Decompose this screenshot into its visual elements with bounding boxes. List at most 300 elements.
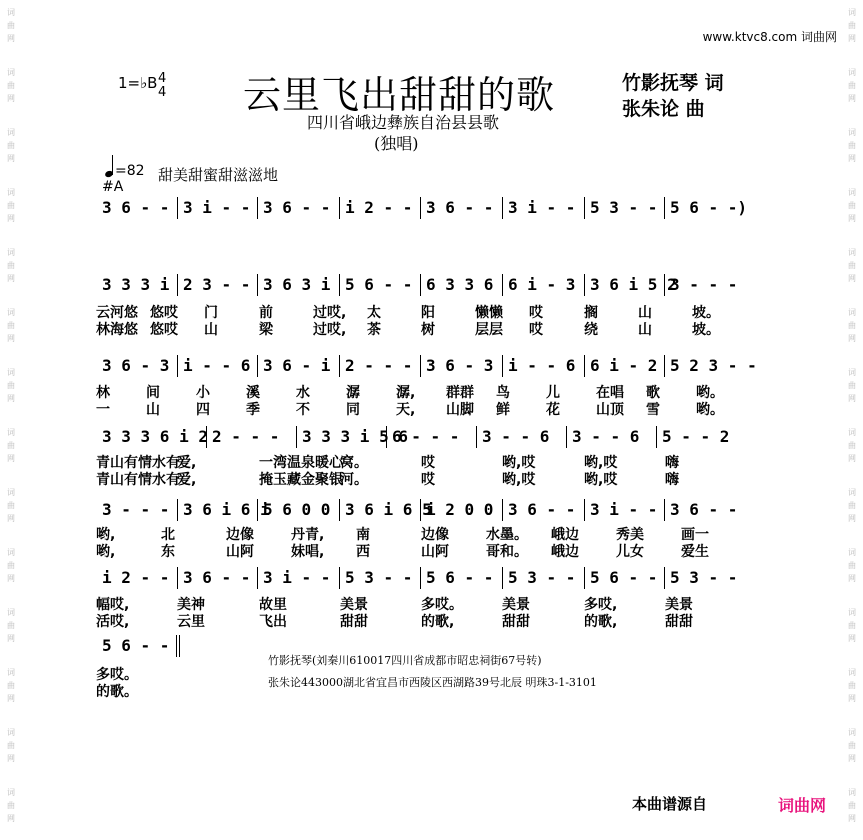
watermark-char: 网 bbox=[7, 214, 15, 223]
lyric-word: 悠哎 bbox=[150, 305, 178, 321]
lyric-word: 东 bbox=[161, 544, 175, 560]
watermark-char: 曲 bbox=[848, 321, 856, 330]
measure: 3 6 i 6 5 bbox=[339, 497, 420, 523]
measure: 3 6 - - bbox=[102, 198, 170, 217]
watermark-text bbox=[841, 126, 863, 165]
watermark-text bbox=[841, 666, 863, 705]
lyric-word: 潺, bbox=[396, 385, 416, 401]
performance-type: (独唱) bbox=[374, 134, 419, 153]
measure: 2 - - - bbox=[339, 353, 420, 379]
lyric-word: 多哎。 bbox=[96, 667, 138, 683]
watermark-text bbox=[0, 726, 22, 765]
lyric-word: 山阿 bbox=[226, 544, 254, 560]
measure: 3 - - 6 bbox=[566, 424, 656, 450]
watermark-char: 曲 bbox=[7, 141, 15, 150]
lyric-word: 山顶 bbox=[596, 402, 624, 418]
measure: 3 6 i 5 2 bbox=[584, 272, 664, 298]
watermark-char: 曲 bbox=[848, 201, 856, 210]
lyric-word: 多哎, bbox=[584, 597, 618, 613]
lyric-word: 小 bbox=[196, 385, 210, 401]
lyric-word: 哎 bbox=[529, 322, 543, 338]
watermark-char: 词 bbox=[7, 608, 15, 617]
measure: 3 - - - bbox=[102, 500, 170, 519]
site-label[interactable]: www.ktvc8.com 词曲网 bbox=[702, 30, 837, 44]
measure: 3 6 - - bbox=[420, 195, 502, 221]
lyric-word: 哎 bbox=[529, 305, 543, 321]
watermark-char: 网 bbox=[7, 154, 15, 163]
measure: 3 i - - bbox=[502, 195, 584, 221]
measure: i 2 - - bbox=[102, 568, 170, 587]
watermark-char: 曲 bbox=[7, 21, 15, 30]
watermark-char: 曲 bbox=[848, 621, 856, 630]
watermark-char: 词 bbox=[848, 728, 856, 737]
lyric-word: 云里 bbox=[177, 614, 205, 630]
lyric-word: 四 bbox=[196, 402, 210, 418]
watermark-text bbox=[841, 786, 863, 825]
lyric-word: 哟,哎 bbox=[584, 472, 618, 488]
watermark-char: 词 bbox=[7, 248, 15, 257]
tempo-value: =82 bbox=[115, 163, 145, 179]
notation-staff bbox=[96, 353, 757, 379]
composer-credit: 张朱论 曲 bbox=[622, 98, 705, 120]
measure: 2 - - - bbox=[206, 424, 296, 450]
source-label: 本曲谱源自 bbox=[632, 795, 708, 813]
lyric-word: 一 bbox=[96, 402, 110, 418]
lyric-word: 树 bbox=[421, 322, 435, 338]
lyric-word: 甜甜 bbox=[502, 614, 530, 630]
lyric-word: 掩玉藏金聚银 bbox=[259, 472, 343, 488]
watermark-char: 词 bbox=[848, 188, 856, 197]
notation-staff bbox=[96, 565, 746, 591]
lyric-word: 过哎, bbox=[313, 322, 347, 338]
watermark-char: 网 bbox=[848, 754, 856, 763]
watermark-text bbox=[841, 546, 863, 585]
lyric-word: 悠哎 bbox=[150, 322, 178, 338]
watermark-char: 网 bbox=[848, 634, 856, 643]
watermark-char: 词 bbox=[7, 188, 15, 197]
lyric-word: 哟。 bbox=[696, 402, 724, 418]
lyric-word: 梁 bbox=[259, 322, 273, 338]
watermark-char: 曲 bbox=[7, 621, 15, 630]
watermark-text bbox=[0, 546, 22, 585]
watermark-char: 词 bbox=[848, 68, 856, 77]
lyric-word: 美景 bbox=[665, 597, 693, 613]
lyric-word: 云河悠 bbox=[96, 305, 138, 321]
lyric-word: 秀美 bbox=[616, 527, 644, 543]
lyric-word: 峨边 bbox=[551, 544, 579, 560]
watermark-char: 词 bbox=[7, 788, 15, 797]
watermark-text bbox=[0, 6, 22, 45]
lyric-line bbox=[96, 541, 746, 558]
song-subtitle: 四川省峨边彝族自治县县歌 bbox=[307, 113, 500, 132]
watermark-left bbox=[0, 0, 22, 840]
lyric-word: 哟, bbox=[96, 544, 116, 560]
lyric-word: 爱, bbox=[177, 455, 197, 471]
watermark-text bbox=[0, 186, 22, 225]
watermark-char: 曲 bbox=[848, 561, 856, 570]
measure: 5 6 - - bbox=[96, 633, 177, 659]
lyric-word: 甜甜 bbox=[665, 614, 693, 630]
lyric-line bbox=[96, 382, 746, 399]
watermark-char: 网 bbox=[7, 574, 15, 583]
lyric-word: 边像 bbox=[226, 527, 254, 543]
watermark-char: 网 bbox=[848, 694, 856, 703]
lyric-word: 河。 bbox=[340, 472, 368, 488]
measure: 3 6 - 3 bbox=[420, 353, 502, 379]
measure: 6 - - - bbox=[386, 424, 476, 450]
lyric-line bbox=[96, 611, 746, 628]
lyric-line bbox=[96, 399, 746, 416]
watermark-char: 词 bbox=[848, 8, 856, 17]
site-logo[interactable]: 词曲网 bbox=[778, 796, 827, 815]
watermark-char: 曲 bbox=[848, 261, 856, 270]
watermark-char: 词 bbox=[848, 548, 856, 557]
watermark-char: 曲 bbox=[7, 201, 15, 210]
watermark-char: 曲 bbox=[848, 381, 856, 390]
watermark-char: 网 bbox=[848, 334, 856, 343]
song-title: 云里飞出甜甜的歌 bbox=[243, 73, 556, 117]
measure: 5 2 3 - - bbox=[664, 353, 746, 379]
notation-staff bbox=[96, 497, 746, 523]
watermark-char: 曲 bbox=[848, 81, 856, 90]
watermark-char: 曲 bbox=[7, 501, 15, 510]
lyric-word: 活哎, bbox=[96, 614, 130, 630]
lyric-word: 一湾温泉暖心 bbox=[259, 455, 343, 471]
watermark-char: 词 bbox=[848, 128, 856, 137]
lyric-word: 歌 bbox=[646, 385, 660, 401]
watermark-char: 曲 bbox=[848, 501, 856, 510]
lyric-word: 山阿 bbox=[421, 544, 449, 560]
measure: 3 6 i 6 i bbox=[177, 497, 257, 523]
watermark-char: 词 bbox=[7, 308, 15, 317]
watermark-char: 曲 bbox=[848, 681, 856, 690]
lyric-line bbox=[96, 452, 746, 469]
watermark-char: 网 bbox=[7, 634, 15, 643]
watermark-text bbox=[0, 306, 22, 345]
watermark-text bbox=[0, 126, 22, 165]
lyric-word: 坡。 bbox=[692, 305, 720, 321]
lyric-word: 鲜 bbox=[496, 402, 510, 418]
watermark-char: 网 bbox=[7, 94, 15, 103]
lyric-word: 峨边 bbox=[551, 527, 579, 543]
measure: 5 - - 2 bbox=[656, 424, 746, 450]
lyric-word: 季 bbox=[246, 402, 260, 418]
watermark-char: 词 bbox=[7, 488, 15, 497]
lyric-word: 边像 bbox=[421, 527, 449, 543]
measure: 3 3 3 i bbox=[102, 275, 170, 294]
composer-address: 张朱论443000湖北省宜昌市西陵区西湖路39号北辰 明珠3-1-3101 bbox=[268, 676, 597, 689]
lyric-word: 的歌, bbox=[584, 614, 618, 630]
lyric-word: 画一 bbox=[681, 527, 709, 543]
watermark-text bbox=[0, 666, 22, 705]
watermark-text bbox=[841, 186, 863, 225]
measure: 3 6 - i bbox=[257, 353, 339, 379]
watermark-char: 词 bbox=[7, 428, 15, 437]
watermark-char: 网 bbox=[848, 394, 856, 403]
notation-staff bbox=[96, 195, 746, 221]
watermark-char: 网 bbox=[848, 154, 856, 163]
lyric-word: 美神 bbox=[177, 597, 205, 613]
lyric-word: 不 bbox=[296, 402, 310, 418]
lyric-word: 青山有情水有 bbox=[96, 455, 180, 471]
lyric-word: 哎 bbox=[421, 472, 435, 488]
notation-staff bbox=[96, 272, 746, 298]
watermark-char: 网 bbox=[7, 454, 15, 463]
notation-staff bbox=[96, 424, 746, 450]
watermark-char: 网 bbox=[7, 34, 15, 43]
lyricist-credit: 竹影抚琴 词 bbox=[622, 72, 724, 94]
lyric-line bbox=[96, 319, 746, 336]
watermark-char: 词 bbox=[7, 8, 15, 17]
watermark-text bbox=[841, 486, 863, 525]
lyric-word: 多哎。 bbox=[421, 597, 463, 613]
watermark-char: 词 bbox=[7, 728, 15, 737]
measure: 3 3 3 6 i 2 bbox=[102, 427, 208, 446]
watermark-char: 词 bbox=[848, 428, 856, 437]
watermark-char: 网 bbox=[848, 94, 856, 103]
lyric-word: 同 bbox=[346, 402, 360, 418]
lyric-word: 窝。 bbox=[340, 455, 368, 471]
watermark-char: 曲 bbox=[7, 561, 15, 570]
measure: 3 6 - - bbox=[177, 565, 257, 591]
watermark-text bbox=[841, 726, 863, 765]
lyric-word: 美景 bbox=[502, 597, 530, 613]
lyric-word: 儿女 bbox=[616, 544, 644, 560]
watermark-char: 曲 bbox=[7, 681, 15, 690]
lyric-word: 哟,哎 bbox=[502, 455, 536, 471]
lyric-word: 山 bbox=[146, 402, 160, 418]
lyric-word: 嗨 bbox=[665, 455, 679, 471]
lyric-word: 嗨 bbox=[665, 472, 679, 488]
watermark-char: 网 bbox=[848, 274, 856, 283]
measure: 6 i - 3 bbox=[502, 272, 584, 298]
measure: 3 3 3 i 5 6 bbox=[296, 424, 386, 450]
lyric-word: 天, bbox=[396, 402, 416, 418]
watermark-char: 曲 bbox=[7, 261, 15, 270]
watermark-char: 曲 bbox=[7, 381, 15, 390]
lyric-word: 太 bbox=[367, 305, 381, 321]
lyric-word: 哟,哎 bbox=[584, 455, 618, 471]
watermark-char: 曲 bbox=[848, 741, 856, 750]
lyricist-address: 竹影抚琴(刘秦川610017四川省成都市昭忠祠街67号转) bbox=[268, 654, 542, 667]
watermark-char: 网 bbox=[7, 514, 15, 523]
lyric-word: 茶 bbox=[367, 322, 381, 338]
watermark-char: 网 bbox=[848, 454, 856, 463]
lyric-line bbox=[96, 469, 746, 486]
watermark-char: 词 bbox=[848, 608, 856, 617]
lyric-word: 坡。 bbox=[692, 322, 720, 338]
lyric-word: 林海悠 bbox=[96, 322, 138, 338]
lyric-word: 雪 bbox=[646, 402, 660, 418]
lyric-word: 山 bbox=[638, 305, 652, 321]
lyric-word: 儿 bbox=[546, 385, 560, 401]
watermark-char: 词 bbox=[848, 248, 856, 257]
measure: 3 6 - - bbox=[502, 497, 584, 523]
watermark-char: 网 bbox=[7, 334, 15, 343]
measure: 3 i - - bbox=[257, 565, 339, 591]
watermark-char: 网 bbox=[7, 394, 15, 403]
watermark-text bbox=[841, 66, 863, 105]
measure: 5 3 - - bbox=[502, 565, 584, 591]
lyric-word: 山 bbox=[638, 322, 652, 338]
watermark-char: 网 bbox=[848, 214, 856, 223]
measure: 3 6 - - bbox=[257, 195, 339, 221]
watermark-text bbox=[0, 366, 22, 405]
measure: 5 6 - - bbox=[420, 565, 502, 591]
measure: 5 6 - -) bbox=[664, 195, 746, 221]
watermark-text bbox=[0, 426, 22, 465]
watermark-char: 词 bbox=[7, 668, 15, 677]
lyric-word: 门 bbox=[204, 305, 218, 321]
watermark-char: 词 bbox=[848, 368, 856, 377]
lyric-word: 水墨。 bbox=[486, 527, 528, 543]
lyric-word: 间 bbox=[146, 385, 160, 401]
watermark-text bbox=[841, 426, 863, 465]
lyric-word: 西 bbox=[356, 544, 370, 560]
watermark-text bbox=[841, 246, 863, 285]
measure: 5 3 - - bbox=[584, 195, 664, 221]
lyric-word: 溪 bbox=[246, 385, 260, 401]
measure: 3 6 3 i bbox=[257, 272, 339, 298]
lyric-word: 前 bbox=[259, 305, 273, 321]
time-bottom: 4 bbox=[158, 85, 167, 100]
watermark-char: 曲 bbox=[848, 441, 856, 450]
measure: 2 3 - - bbox=[177, 272, 257, 298]
lyric-word: 鸟 bbox=[496, 385, 510, 401]
lyric-word: 哟, bbox=[96, 527, 116, 543]
watermark-char: 词 bbox=[7, 548, 15, 557]
lyric-word: 潺 bbox=[346, 385, 360, 401]
lyric-word: 丹青, bbox=[291, 527, 325, 543]
watermark-char: 词 bbox=[848, 308, 856, 317]
watermark-text bbox=[0, 786, 22, 825]
lyric-word: 群群 bbox=[446, 385, 474, 401]
measure: 3 6 - - bbox=[664, 497, 746, 523]
lyric-word: 妹唱, bbox=[291, 544, 325, 560]
watermark-char: 曲 bbox=[7, 801, 15, 810]
measure: 5 6 - - bbox=[584, 565, 664, 591]
tempo-mark bbox=[105, 155, 145, 179]
lyric-word: 哎 bbox=[421, 455, 435, 471]
watermark-char: 词 bbox=[7, 68, 15, 77]
watermark-char: 曲 bbox=[7, 441, 15, 450]
lyric-word: 山脚 bbox=[446, 402, 474, 418]
time-signature bbox=[158, 72, 166, 100]
watermark-text bbox=[841, 366, 863, 405]
watermark-right bbox=[841, 0, 863, 840]
quarter-note-icon bbox=[104, 170, 114, 178]
watermark-text bbox=[0, 66, 22, 105]
measure: 3 i - - bbox=[584, 497, 664, 523]
watermark-char: 网 bbox=[7, 694, 15, 703]
measure: 3 i - - bbox=[177, 195, 257, 221]
modulation-mark: #A bbox=[102, 179, 124, 195]
lyric-word: 的歌。 bbox=[96, 684, 138, 700]
lyric-word: 美景 bbox=[340, 597, 368, 613]
watermark-char: 网 bbox=[7, 814, 15, 823]
watermark-char: 网 bbox=[848, 34, 856, 43]
measure: i - - 6 bbox=[502, 353, 584, 379]
watermark-text bbox=[0, 246, 22, 285]
measure: 5 6 - - bbox=[339, 272, 420, 298]
measure: i 2 0 0 bbox=[420, 497, 502, 523]
watermark-char: 词 bbox=[848, 488, 856, 497]
lyric-line bbox=[96, 524, 746, 541]
lyric-word: 过哎, bbox=[313, 305, 347, 321]
watermark-char: 曲 bbox=[848, 21, 856, 30]
measure: i 2 - - bbox=[339, 195, 420, 221]
measure: 3 6 - 3 bbox=[102, 356, 170, 375]
measure: i - - 6 bbox=[177, 353, 257, 379]
watermark-char: 词 bbox=[848, 788, 856, 797]
lyric-word: 搁 bbox=[584, 305, 598, 321]
measure: 6 3 3 6 bbox=[420, 272, 502, 298]
watermark-char: 曲 bbox=[7, 741, 15, 750]
watermark-char: 曲 bbox=[7, 81, 15, 90]
watermark-text bbox=[841, 606, 863, 645]
watermark-char: 网 bbox=[7, 754, 15, 763]
measure: 6 i - 2 bbox=[584, 353, 664, 379]
watermark-char: 词 bbox=[7, 128, 15, 137]
lyric-line bbox=[96, 302, 746, 319]
lyric-word: 哟,哎 bbox=[502, 472, 536, 488]
watermark-char: 曲 bbox=[848, 141, 856, 150]
lyric-word: 懒懒 bbox=[475, 305, 503, 321]
lyric-word: 层层 bbox=[475, 322, 503, 338]
watermark-char: 曲 bbox=[7, 321, 15, 330]
watermark-text bbox=[0, 606, 22, 645]
watermark-char: 网 bbox=[848, 814, 856, 823]
lyric-word: 花 bbox=[546, 402, 560, 418]
watermark-text bbox=[0, 486, 22, 525]
watermark-char: 曲 bbox=[848, 801, 856, 810]
watermark-text bbox=[841, 306, 863, 345]
measure: 5 6 0 0 bbox=[257, 497, 339, 523]
measure: 5 3 - - bbox=[339, 565, 420, 591]
lyric-word: 飞出 bbox=[259, 614, 287, 630]
lyric-word: 在唱 bbox=[596, 385, 624, 401]
expression-mark: 甜美甜蜜甜滋滋地 bbox=[158, 166, 279, 184]
lyric-word: 水 bbox=[296, 385, 310, 401]
lyric-line bbox=[96, 594, 746, 611]
watermark-char: 网 bbox=[7, 274, 15, 283]
lyric-word: 爱, bbox=[177, 472, 197, 488]
watermark-text bbox=[841, 6, 863, 45]
measure: 5 3 - - bbox=[664, 565, 746, 591]
measure: 3 - - - bbox=[664, 272, 746, 298]
key-signature: 1=♭B bbox=[118, 74, 158, 92]
lyric-word: 幅哎, bbox=[96, 597, 130, 613]
lyric-word: 绕 bbox=[584, 322, 598, 338]
lyric-word: 哥和。 bbox=[486, 544, 528, 560]
watermark-char: 网 bbox=[848, 574, 856, 583]
lyric-word: 南 bbox=[356, 527, 370, 543]
lyric-word: 林 bbox=[96, 385, 110, 401]
lyric-word: 北 bbox=[161, 527, 175, 543]
watermark-char: 网 bbox=[848, 514, 856, 523]
lyric-word: 甜甜 bbox=[340, 614, 368, 630]
lyric-word: 故里 bbox=[259, 597, 287, 613]
time-top: 4 bbox=[158, 71, 167, 86]
lyric-word: 的歌, bbox=[421, 614, 455, 630]
lyric-word: 山 bbox=[204, 322, 218, 338]
lyric-word: 爱生 bbox=[681, 544, 709, 560]
measure: 3 - - 6 bbox=[476, 424, 566, 450]
lyric-word: 青山有情水有 bbox=[96, 472, 180, 488]
watermark-char: 词 bbox=[848, 668, 856, 677]
lyric-word: 哟。 bbox=[696, 385, 724, 401]
watermark-char: 词 bbox=[7, 368, 15, 377]
